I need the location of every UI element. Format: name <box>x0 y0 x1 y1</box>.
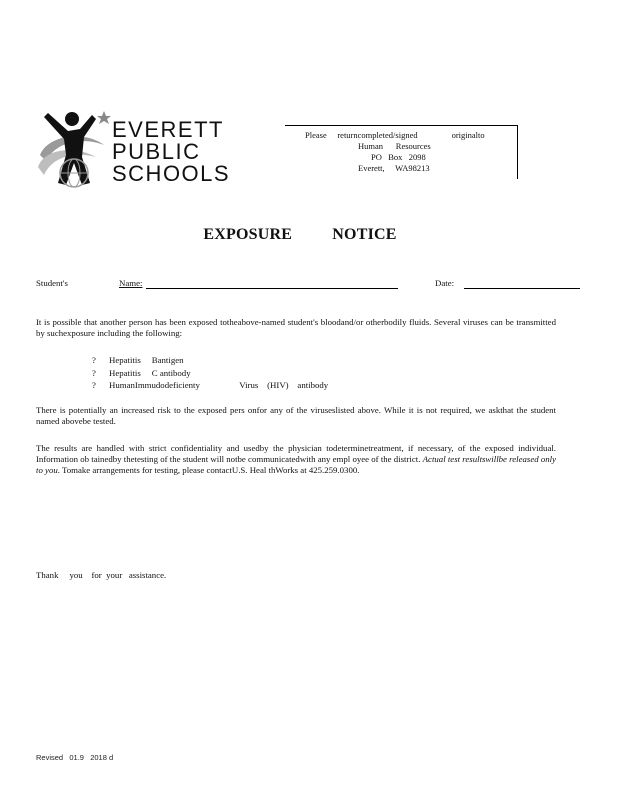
paragraph-risk <box>36 405 556 427</box>
bullet-marker: ? <box>92 367 96 378</box>
date-field-line[interactable] <box>464 288 580 289</box>
bullet-marker: ? <box>92 380 96 390</box>
return-line-3: PO Box 2098 <box>371 152 426 162</box>
list-item-text: Hepatitis Bantigen <box>109 355 184 365</box>
return-instructions-box <box>285 125 518 179</box>
return-line-1: Please returncompleted/signed originalto <box>305 130 485 140</box>
paragraph-3-text <box>36 443 556 476</box>
date-label: Date: <box>435 278 455 288</box>
paragraph-2-text: There is potentially an increased risk to the exposed pers onfor any of the viruseslisted above. While it is not required, we askthat the student named abovebe tested. <box>36 405 556 426</box>
closing-line: Thank you for your assistance. <box>36 570 167 580</box>
document-title <box>0 226 618 244</box>
district-logo-icon <box>34 105 114 195</box>
student-label: Student's <box>36 278 68 288</box>
list-item <box>92 355 328 368</box>
paragraph-exposure <box>36 317 556 339</box>
logo-line-3: SCHOOLS <box>112 161 231 186</box>
return-line-2: Human Resources <box>358 141 431 151</box>
return-line-4: Everett, WA98213 <box>358 163 430 173</box>
revision-footer: Revised 01.9 2018 d <box>36 753 114 762</box>
paragraph-1-text: It is possible that another person has been exposed totheabove-named student's bloodand/or otherbodily fluids. Several viruses can be transmitted by suchexposure including the following: <box>36 317 556 338</box>
student-info-row <box>36 278 584 292</box>
district-logo <box>34 105 234 195</box>
list-item <box>92 380 328 393</box>
list-item-text: Hepatitis C antibody <box>109 367 191 378</box>
bullet-marker: ? <box>92 355 96 365</box>
logo-wordmark <box>112 119 230 185</box>
logo-line-1: EVERETT <box>112 117 224 142</box>
virus-list <box>92 355 328 393</box>
list-item-text: HumanImmudodeficienty Virus (HIV) antibody <box>109 380 329 390</box>
paragraph-3-part-1: The results are handled with strict confidentiality and usedby the physician todeterminetreatment, if necessary, of the exposed individual. Information ob tainedby thetesting of the student will notbe communicatedwith any empl oyee of the district. <box>36 443 556 464</box>
logo-line-2: PUBLIC <box>112 139 201 164</box>
paragraph-results <box>36 443 556 476</box>
name-field-line[interactable] <box>146 288 398 289</box>
title-word-1: EXPOSURE <box>203 226 293 243</box>
paragraph-3-italic: Actual test resultswillbe released only to you <box>36 454 557 475</box>
paragraph-3-part-3: . Tomake arrangements for testing, please contactU.S. Heal thWorks at 425.259.0300. <box>57 465 360 475</box>
name-label: Name: <box>119 278 143 288</box>
list-item <box>92 368 328 381</box>
title-word-2: NOTICE <box>332 226 397 243</box>
